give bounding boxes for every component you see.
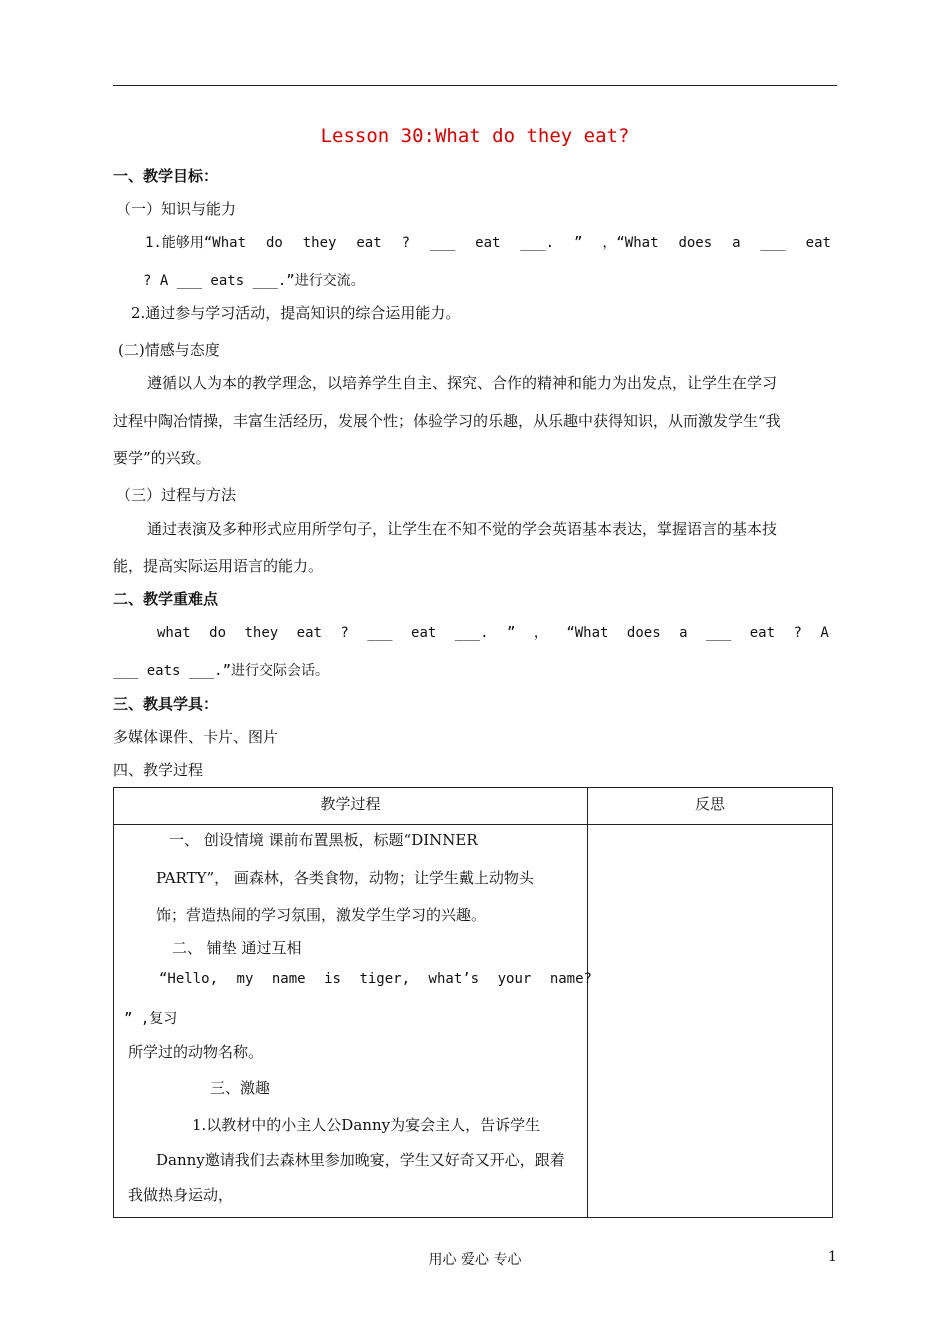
header-rule: [113, 85, 837, 86]
sentence-word: ，: [533, 625, 548, 641]
sentence-word: do: [265, 235, 283, 251]
sentence-word: they: [244, 625, 279, 641]
sentence-word: ___: [429, 235, 456, 251]
table-column-divider: [587, 788, 588, 1217]
sentence-word: what’s: [428, 971, 480, 987]
table-row: Danny邀请我们去森林里参加晚宴，学生又好奇又开心，跟着: [156, 1151, 565, 1169]
table-header-reflection: 反思: [694, 795, 725, 813]
table-row: 饰；营造热闹的学习氛围，激发学生学习的兴趣。: [156, 906, 487, 924]
sentence-word: tiger,: [359, 971, 411, 987]
sentence-word: they: [302, 235, 337, 251]
process-paragraph-line-1: 通过表演及多种形式应用所学句子，让学生在不知不觉的学会英语基本表达，掌握语言的基本技: [147, 520, 778, 538]
sentence-word: eat: [296, 625, 322, 641]
sentence-word: eat: [749, 625, 776, 641]
footer-motto: 用心 爱心 专心: [428, 1252, 522, 1268]
sentence-word: name?: [549, 971, 592, 987]
table-row: 一、 创设情境 课前布置黑板，标题“DINNER: [169, 831, 478, 849]
sentence-word: eat: [356, 235, 382, 251]
sentence-word: my: [236, 971, 254, 987]
objective-item-1-line-2: ? A ___ eats ___.”进行交流。: [143, 273, 365, 289]
subheading-knowledge: （一）知识与能力: [116, 200, 237, 218]
sentence-word: a: [679, 625, 688, 641]
table-row: ” ,复习: [124, 1011, 178, 1027]
lesson-title: Lesson 30:What do they eat?: [320, 125, 630, 147]
sentence-word: ?: [793, 625, 802, 641]
sentence-word: does: [678, 235, 713, 251]
page-number: 1: [828, 1249, 837, 1265]
table-row: PARTY”， 画森林，各类食物，动物；让学生戴上动物头: [156, 869, 534, 887]
sentence-word: name: [271, 971, 306, 987]
table-row: 1.以教材中的小主人公Danny为宴会主人，告诉学生: [192, 1116, 541, 1134]
sentence-word: ，“What: [602, 235, 659, 251]
objective-item-2: 2.通过参与学习活动，提高知识的综合运用能力。: [131, 304, 461, 322]
sentence-word: eat: [475, 235, 501, 251]
subheading-process: （三）过程与方法: [116, 486, 237, 504]
table-row: 所学过的动物名称。: [128, 1043, 264, 1061]
subheading-emotion: (二)情感与态度: [118, 341, 220, 359]
sentence-word: ___.: [454, 625, 489, 641]
section-3-heading: 三、教具学具：: [113, 695, 219, 713]
sentence-word: eat: [411, 625, 437, 641]
section-1-heading: 一、教学目标：: [113, 167, 219, 185]
process-paragraph-line-2: 能，提高实际运用语言的能力。: [113, 557, 324, 575]
sentence-word: ”: [506, 625, 516, 641]
emotion-paragraph-line-3: 要学”的兴致。: [113, 449, 211, 467]
emotion-paragraph-line-1: 遵循以人为本的教学理念，以培养学生自主、探究、合作的精神和能力为出发点，让学生在学习: [147, 374, 778, 392]
sentence-word: ?: [340, 625, 349, 641]
sentence-word: a: [732, 235, 741, 251]
sentence-word: do: [209, 625, 227, 641]
table-row: 三、激趣: [210, 1079, 271, 1097]
objective-item-1-line-1: [145, 232, 831, 252]
key-points-line-1: [157, 622, 829, 642]
sentence-word: what: [157, 625, 191, 641]
sentence-word: ”: [574, 235, 583, 251]
sentence-word: ___.: [520, 235, 555, 251]
sentence-word: ___: [705, 625, 732, 641]
teaching-aids: 多媒体课件、卡片、图片: [113, 728, 279, 746]
key-points-line-2: ___ eats ___.”进行交际会话。: [113, 663, 330, 679]
sentence-word: 1.能够用“What: [145, 235, 247, 251]
table-row: [159, 971, 592, 987]
process-table: [113, 787, 833, 1218]
sentence-word: ?: [401, 235, 411, 251]
table-header-process: 教学过程: [320, 795, 381, 813]
table-header-divider: [114, 824, 832, 825]
sentence-word: does: [626, 625, 661, 641]
sentence-word: ___: [760, 235, 786, 251]
sentence-word: “Hello,: [159, 971, 219, 987]
sentence-word: is: [324, 971, 341, 987]
sentence-word: ___: [367, 625, 393, 641]
sentence-word: A: [820, 625, 829, 641]
section-4-heading: 四、教学过程: [113, 761, 204, 779]
table-row: 我做热身运动，: [128, 1186, 234, 1204]
sentence-word: eat: [805, 235, 831, 251]
sentence-word: your: [497, 971, 532, 987]
section-2-heading: 二、教学重难点: [113, 590, 219, 608]
sentence-word: “What: [566, 625, 609, 641]
table-row: 二、 铺垫 通过互相: [172, 939, 302, 957]
emotion-paragraph-line-2: 过程中陶冶情操，丰富生活经历，发展个性；体验学习的乐趣，从乐趣中获得知识，从而激发学生“我: [113, 412, 781, 430]
